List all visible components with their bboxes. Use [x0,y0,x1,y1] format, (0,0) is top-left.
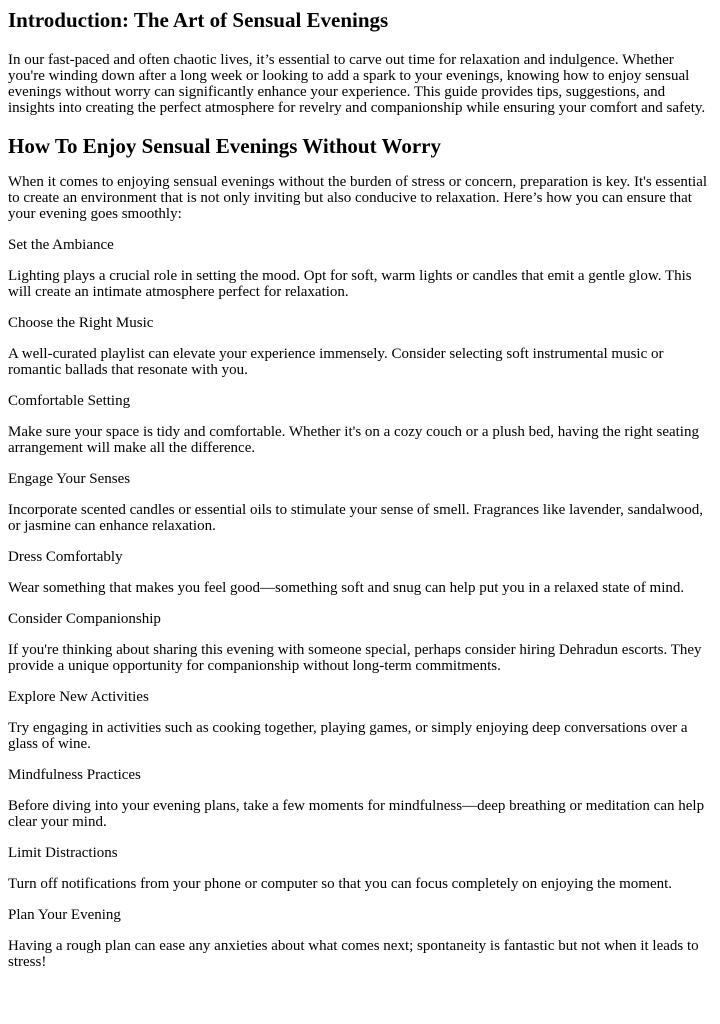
tip-title-distractions: Limit Distractions [8,845,118,861]
tip-body-plan: Having a rough plan can ease any anxieties about what comes next; spontaneity is fantastic but not when it leads to stress! [8,938,699,970]
tip-body-ambiance: Lighting plays a crucial role in setting the mood. Opt for soft, warm lights or candles that emit a gentle glow. This will create an intimate atmosphere perfect for relaxation. [8,268,692,300]
tip-title-setting: Comfortable Setting [8,393,131,409]
lead-paragraph: When it comes to enjoying sensual evenings without the burden of stress or concern, preparation is key. It's essential to create an environment that is not only inviting but also conducive to relaxation. Here’s how you can ensure that your evening goes smoothly: [8,174,708,222]
tip-title-companionship: Consider Companionship [8,611,161,627]
tip-title-ambiance: Set the Ambiance [8,237,114,253]
tip-title-dress: Dress Comfortably [8,549,123,565]
tip-body-dress: Wear something that makes you feel good—something soft and snug can help put you in a relaxed state of mind. [8,580,685,596]
tip-title-mindfulness: Mindfulness Practices [8,767,141,783]
tip-title-plan: Plan Your Evening [8,907,121,923]
tip-body-senses: Incorporate scented candles or essential oils to stimulate your sense of smell. Fragrances like lavender, sandalwood, or jasmine can enhance relaxation. [8,502,704,534]
tip-title-music: Choose the Right Music [8,315,154,331]
tip-title-activities: Explore New Activities [8,689,149,705]
article [0,7,720,970]
tip-title-senses: Engage Your Senses [8,471,131,487]
tip-body-companionship: If you're thinking about sharing this evening with someone special, perhaps consider hiring Dehradun escorts. They provide a unique opportunity for companionship without long-term commitments. [8,642,702,674]
tip-body-activities: Try engaging in activities such as cooking together, playing games, or simply enjoying deep conversations over a glass of wine. [8,720,688,752]
page-title: Introduction: The Art of Sensual Evenings [8,8,389,32]
tip-body-distractions: Turn off notifications from your phone or computer so that you can focus completely on enjoying the moment. [8,876,673,892]
tip-body-mindfulness: Before diving into your evening plans, take a few moments for mindfulness—deep breathing or meditation can help clear your mind. [8,798,705,830]
intro-paragraph: In our fast-paced and often chaotic lives, it’s essential to carve out time for relaxation and indulgence. Whether you're winding down after a long week or looking to add a spark to your evenings, knowing how to enjoy sensual evenings without worry can significantly enhance your experience. This guide provides tips, suggestions, and insights into creating the perfect atmosphere for revelry and companionship while ensuring your comfort and safety. [8,52,706,116]
tip-body-music: A well-curated playlist can elevate your experience immensely. Consider selecting soft instrumental music or romantic ballads that resonate with you. [8,346,664,378]
section-heading: How To Enjoy Sensual Evenings Without Worry [8,134,441,158]
tip-body-setting: Make sure your space is tidy and comfortable. Whether it's on a cozy couch or a plush bed, having the right seating arrangement will make all the difference. [8,424,699,456]
